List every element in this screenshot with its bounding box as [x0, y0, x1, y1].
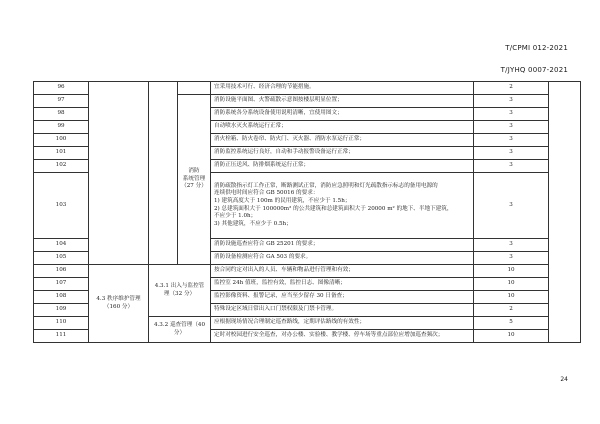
requirement-text: 特殊设定区域日常出入口门禁权限及门禁卡管理。 — [211, 304, 474, 317]
row-number: 108 — [34, 291, 89, 304]
table-row — [34, 82, 581, 95]
row-number: 101 — [34, 147, 89, 160]
access-monitoring-subcategory: 4.3.1 出入与监控管理（32 分） — [149, 265, 211, 317]
category-line: 系统管理 — [182, 175, 206, 182]
requirement-text: 应根据现场情况合理制定巡查路线，定期评估路线的有效性； — [211, 317, 474, 330]
subcategory-cell-blank — [149, 82, 178, 265]
patrol-subcategory: 4.3.2 巡查管理（40 分） — [149, 317, 211, 343]
requirement-text: 自动喷水灭火系统运行正常； — [211, 121, 474, 134]
score-value: 3 — [474, 147, 549, 160]
category-line: 消防 — [188, 168, 200, 175]
row-number: 99 — [34, 121, 89, 134]
score-value: 10 — [474, 291, 549, 304]
requirement-text: 消防设施巡查应符合 GB 25201 的要求； — [211, 239, 474, 252]
order-maintenance-category: 4.3 秩序维护管理（160 分） — [89, 265, 149, 343]
row-number: 105 — [34, 252, 89, 265]
remarks-cell-blank — [549, 82, 581, 343]
score-value: 10 — [474, 265, 549, 278]
requirement-line: 3) 其他建筑，不应少于 0.5h； — [214, 220, 292, 227]
score-value: 10 — [474, 330, 549, 343]
row-number: 111 — [34, 330, 89, 343]
score-value: 3 — [474, 134, 549, 147]
category-line: （27 分） — [181, 183, 207, 190]
score-value: 2 — [474, 82, 549, 95]
requirement-text — [211, 173, 474, 239]
requirement-text: 消防设备检测应符合 GA 503 的要求。 — [211, 252, 474, 265]
item-cell-blank — [178, 82, 211, 95]
requirement-line: 2) 总建筑面积大于 100000m² 的公共建筑和总建筑面积大于 20000 m² 的地下、半地下建筑， — [214, 205, 453, 212]
requirement-text: 消防设施平面图、火警疏散示意图按楼层明显位置； — [211, 95, 474, 108]
row-number: 97 — [34, 95, 89, 108]
row-number: 102 — [34, 160, 89, 173]
score-value: 2 — [474, 304, 549, 317]
row-number: 100 — [34, 134, 89, 147]
score-value: 3 — [474, 95, 549, 108]
requirement-text: 消火栓箱、防火卷帘、防火门、灭火器、消防水泵运行正常； — [211, 134, 474, 147]
score-value: 3 — [474, 239, 549, 252]
score-value: 3 — [474, 121, 549, 134]
row-number: 98 — [34, 108, 89, 121]
standard-number-1: T/CPMI 012-2021 — [505, 44, 568, 52]
requirement-text: 监控影像资料、报警记录，应当至少留存 30 日备查； — [211, 291, 474, 304]
requirement-line: 连续供电时间应符合 GB 50016 的要求： — [214, 190, 319, 197]
row-number: 103 — [34, 173, 89, 239]
row-number: 106 — [34, 265, 89, 278]
requirement-line: 不应少于 1.0h； — [214, 213, 257, 220]
requirement-text: 宜采用技术可行、经济合理的节能措施。 — [211, 82, 474, 95]
row-number: 104 — [34, 239, 89, 252]
fire-system-category — [178, 95, 211, 265]
score-value: 3 — [474, 160, 549, 173]
table-row — [34, 265, 581, 278]
score-value: 3 — [474, 108, 549, 121]
requirement-line: 消防疏散指示灯工作正常，断路测试正常，消防应急照明和灯光疏散指示标志的备用电源的 — [214, 182, 438, 189]
requirement-text: 消防正压送风、防排烟系统运行正常； — [211, 160, 474, 173]
standard-number-2: T/JYHQ 0007-2021 — [500, 66, 568, 74]
score-value: 3 — [474, 173, 549, 239]
requirement-text: 消防系统各分系统设备使用说明清晰，宜使用图文； — [211, 108, 474, 121]
score-value: 5 — [474, 317, 549, 330]
row-number: 109 — [34, 304, 89, 317]
requirement-line: 1) 建筑高度大于 100m 的民用建筑，不应少于 1.5h； — [214, 197, 351, 204]
page-number: 24 — [560, 376, 568, 383]
requirement-text: 监控室 24h 值班，监控有效，监控日志、图像清晰； — [211, 278, 474, 291]
row-number: 107 — [34, 278, 89, 291]
row-number: 110 — [34, 317, 89, 330]
spec-table — [33, 81, 581, 343]
requirement-text: 消防监控系统运行良好，自动和手动报警设备运行正常； — [211, 147, 474, 160]
requirement-text: 定时对校园进行安全巡查，对办公楼、实验楼、教学楼、停车场等重点部位应增加巡查频次； — [211, 330, 474, 343]
score-value: 3 — [474, 252, 549, 265]
row-number: 96 — [34, 82, 89, 95]
category-cell-blank — [89, 82, 149, 265]
requirement-text: 按合同约定对出入的人员、车辆和物品进行管理和有效； — [211, 265, 474, 278]
score-value: 10 — [474, 278, 549, 291]
